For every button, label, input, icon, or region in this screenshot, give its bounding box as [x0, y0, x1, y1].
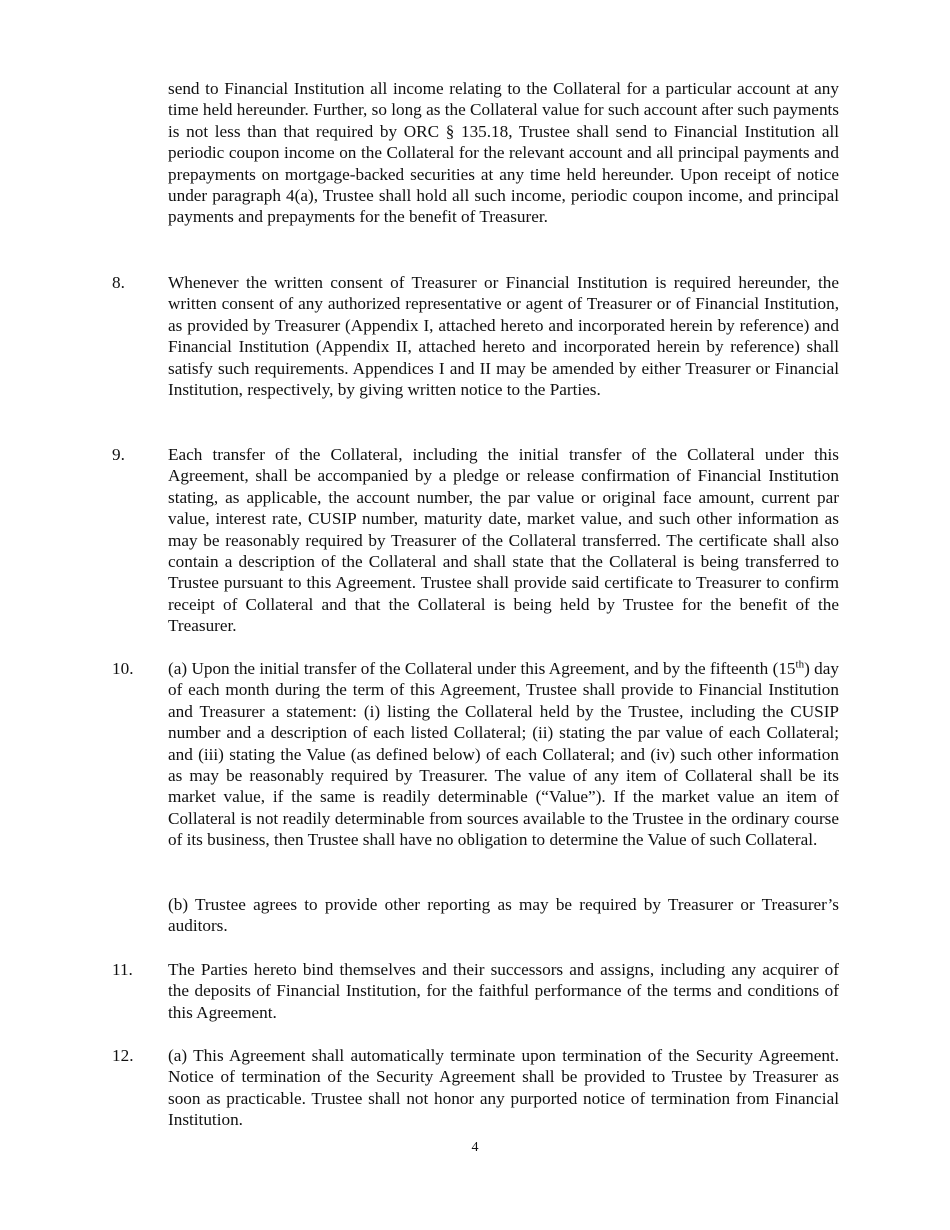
section-10b-paragraph: (b) Trustee agrees to provide other reporting as may be required by Treasurer or Treasurer’s auditors.	[168, 895, 839, 936]
section-8-paragraph: Whenever the written consent of Treasurer or Financial Institution is required hereunder, the written consent of any authorized representative or agent of Treasurer or of Financial Institution, as provided by Treasurer (Appendix I, attached hereto and incorporated herein by reference) and Financial Institution (Appendix II, attached hereto and incorporated herein by reference) shall satisfy such requirements. Appendices I and II may be amended by either Treasurer or Financial Institution, respectively, by giving written notice to the Parties.	[168, 273, 839, 400]
section-11-paragraph: The Parties hereto bind themselves and their successors and assigns, including any acquirer of the deposits of Financial Institution, for the faithful performance of the terms and conditions of this Agreement.	[168, 960, 839, 1022]
section-10a-text-end: ) day of each month during the term of this Agreement, Trustee shall provide to Financial Institution and Treasurer a statement: (i) listing the Collateral held by the Trustee, including the CUSIP number and a description of each listed Collateral; (ii) stating the par value of each Collateral; and (iii) stating the Value (as defined below) of each Collateral; and (iv) such other information as may be reasonably required by Treasurer. The value of any item of Collateral shall be its market value, if the same is readily determinable (“Value”). If the market value an item of Collateral is not readily determinable from sources available to the Trustee in the ordinary course of its business, then Trustee shall have no obligation to determine the Value of such Collateral.	[168, 659, 840, 850]
section-12a-paragraph: (a) This Agreement shall automatically terminate upon termination of the Security Agreement. Notice of termination of the Security Agreement shall be provided to Trustee by Treasurer as soon as practicable. Trustee shall not honor any purported notice of termination from Financial Institution.	[168, 1046, 839, 1130]
page-number: 4	[471, 1140, 479, 1155]
section-number-10: 10.	[112, 659, 134, 678]
section-10a-paragraph	[168, 658, 839, 851]
section-number-11: 11.	[112, 960, 133, 979]
section-number-12: 12.	[112, 1046, 134, 1065]
section-9-paragraph: Each transfer of the Collateral, including the initial transfer of the Collateral under this Agreement, shall be accompanied by a pledge or release confirmation of Financial Institution stating, as applicable, the account number, the par value or original face amount, current par value, interest rate, CUSIP number, maturity date, market value, and such other information as may be reasonably required by Treasurer of the Collateral transferred. The certificate shall also contain a description of the Collateral and shall state that the Collateral is being transferred to Trustee pursuant to this Agreement. Trustee shall provide said certificate to Treasurer to confirm receipt of Collateral and that the Collateral is being held by Trustee for the benefit of the Treasurer.	[168, 445, 839, 636]
section-10a-text-start: (a) Upon the initial transfer of the Collateral under this Agreement, and by the fifteenth (15	[168, 659, 796, 678]
ordinal-superscript: th	[795, 658, 805, 671]
section-number-8: 8.	[112, 273, 125, 292]
continuation-paragraph: send to Financial Institution all income relating to the Collateral for a particular account at any time held hereunder. Further, so long as the Collateral value for such account after such payments is not less than that required by ORC § 135.18, Trustee shall send to Financial Institution all periodic coupon income on the Collateral for the relevant account and all principal payments and prepayments on mortgage-backed securities at any time held hereunder. Upon receipt of notice under paragraph 4(a), Trustee shall hold all such income, periodic coupon income, and principal payments and prepayments for the benefit of Treasurer.	[168, 79, 839, 227]
section-number-9: 9.	[112, 445, 125, 464]
